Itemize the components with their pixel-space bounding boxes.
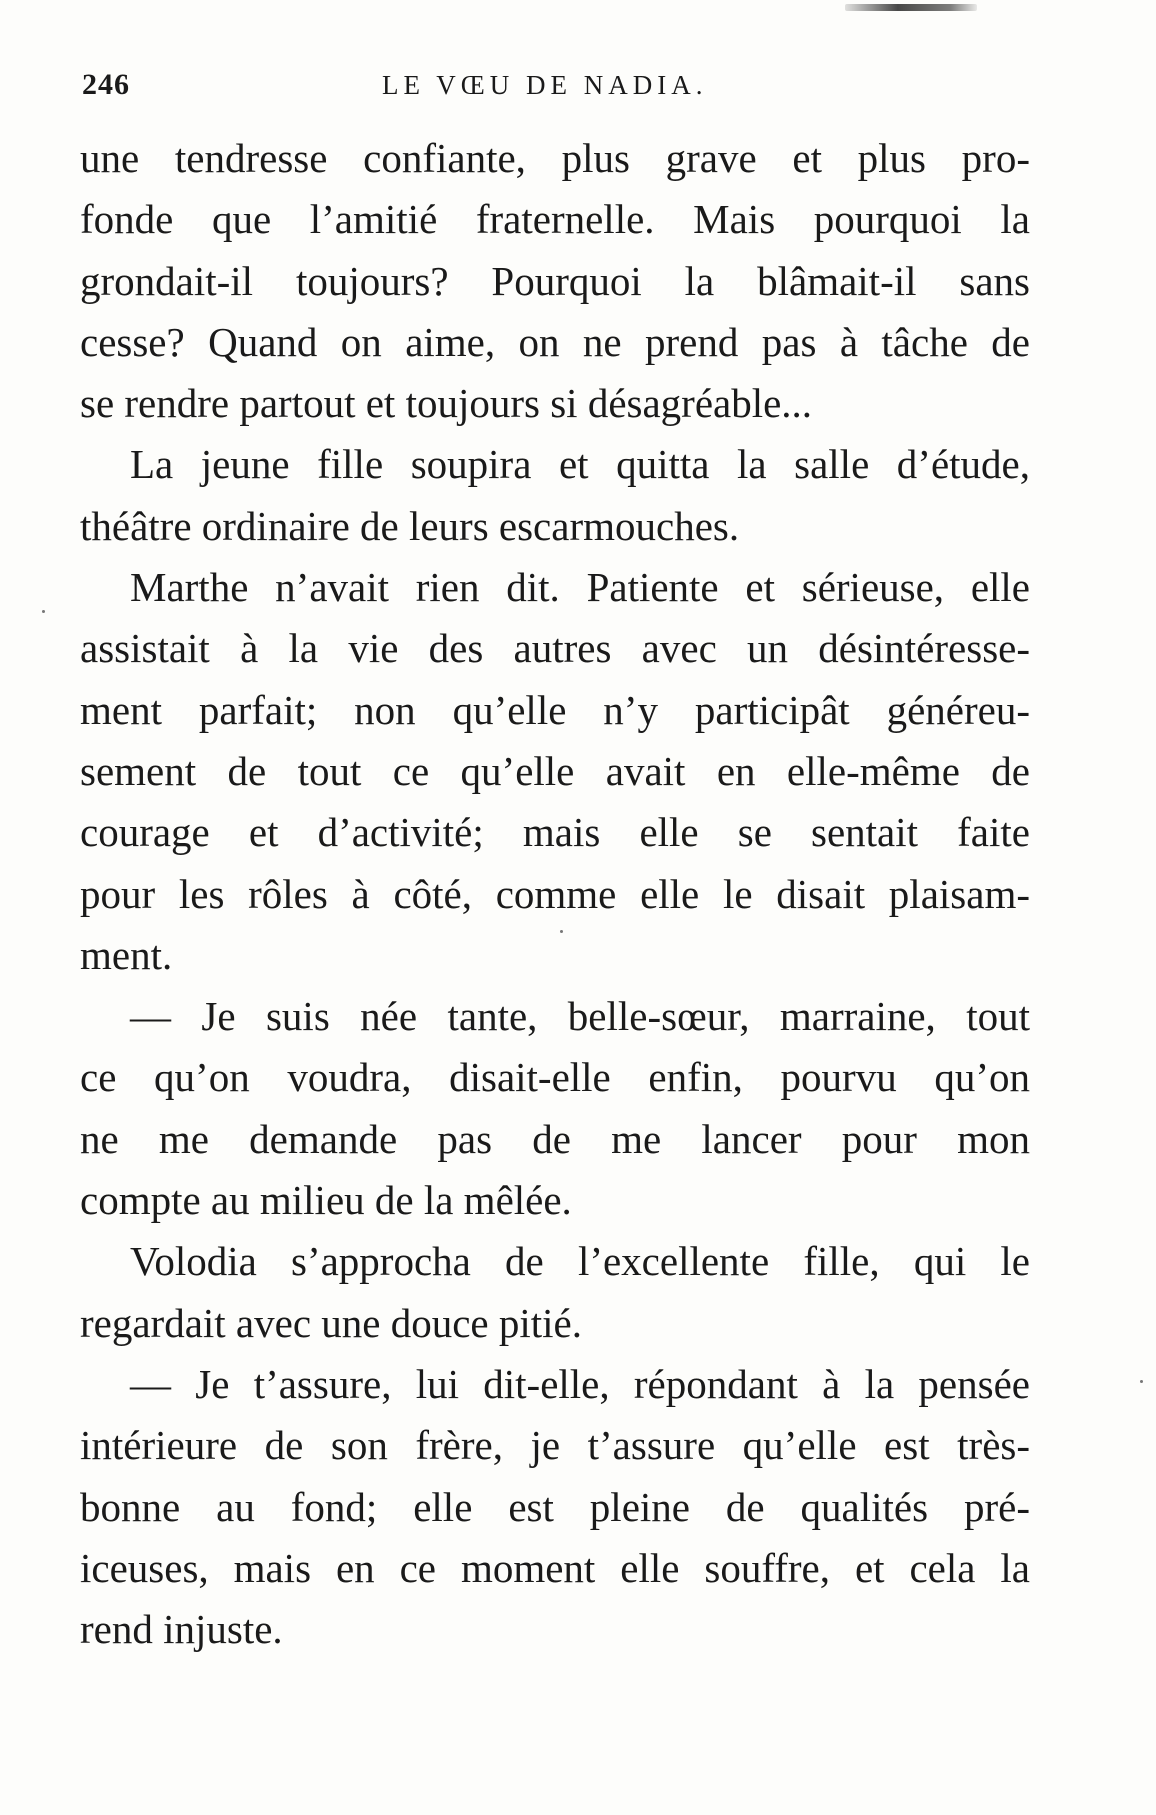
- text-line: Marthe n’avait rien dit. Patiente et sérieuse, elle: [130, 564, 1030, 611]
- text-line: ne me demande pas de me lancer pour mon: [80, 1115, 1030, 1162]
- text-line: sement de tout ce qu’elle avait en elle-même de: [80, 747, 1030, 794]
- text-line: assistait à la vie des autres avec un désintéresse-: [80, 625, 1030, 672]
- text-line: — Je t’assure, lui dit-elle, répondant à la pensée: [130, 1360, 1030, 1407]
- text-line: grondait-il toujours? Pourquoi la blâmait-il sans: [80, 257, 1030, 304]
- paper-speck: [560, 930, 563, 933]
- text-line: une tendresse confiante, plus grave et plus pro-: [80, 135, 1030, 181]
- paper-speck: [42, 610, 45, 613]
- text-line: théâtre ordinaire de leurs escarmouches.: [80, 502, 740, 549]
- ink-smudge: [845, 4, 977, 11]
- text-line: cesse? Quand on aime, on ne prend pas à tâche de: [80, 318, 1030, 365]
- page-header: [82, 68, 1042, 108]
- paper-speck: [1140, 1380, 1143, 1383]
- page-number: 246: [82, 68, 130, 101]
- text-line: rend injuste.: [80, 1606, 283, 1653]
- text-line: intérieure de son frère, je t’assure qu’elle est très-: [80, 1422, 1030, 1469]
- text-line: ment.: [80, 931, 173, 978]
- text-line: se rendre partout et toujours si désagréable...: [80, 380, 813, 427]
- text-line: pour les rôles à côté, comme elle le disait plaisam-: [80, 870, 1030, 917]
- text-line: Volodia s’approcha de l’excellente fille, qui le: [130, 1238, 1030, 1285]
- text-line: La jeune fille soupira et quitta la salle d’étude,: [130, 441, 1030, 488]
- text-line: courage et d’activité; mais elle se sentait faite: [80, 809, 1030, 856]
- text-line: ce qu’on voudra, disait-elle enfin, pourvu qu’on: [80, 1054, 1030, 1101]
- text-line: bonne au fond; elle est pleine de qualités pré-: [80, 1483, 1030, 1530]
- text-line: fonde que l’amitié fraternelle. Mais pourquoi la: [80, 196, 1030, 243]
- text-line: — Je suis née tante, belle-sœur, marraine, tout: [130, 993, 1030, 1040]
- text-line: compte au milieu de la mêlée.: [80, 1177, 572, 1224]
- body-text: [80, 128, 1030, 1660]
- text-line: ment parfait; non qu’elle n’y participât généreu-: [80, 686, 1030, 733]
- text-line: regardait avec une douce pitié.: [80, 1299, 582, 1346]
- text-line: iceuses, mais en ce moment elle souffre, et cela la: [80, 1544, 1030, 1591]
- running-title: LE VŒU DE NADIA.: [382, 70, 708, 100]
